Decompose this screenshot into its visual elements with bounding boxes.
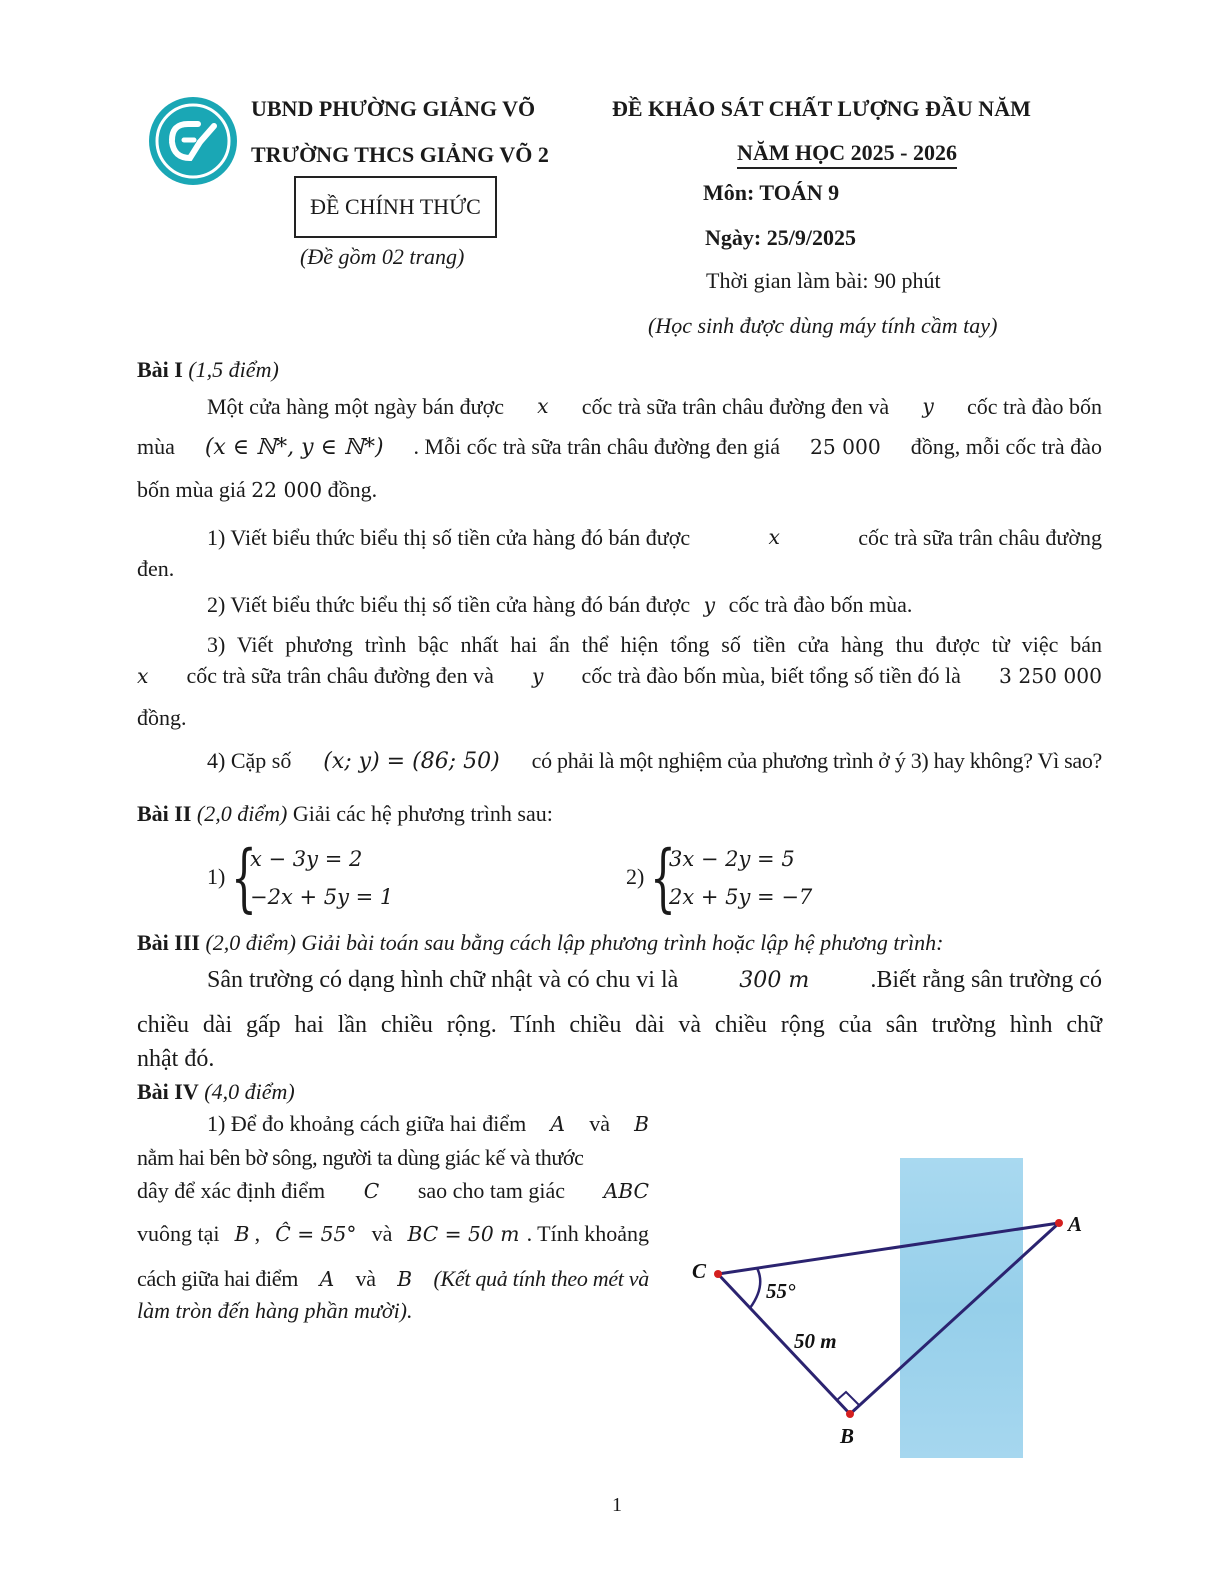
point-A: A [550, 1112, 566, 1136]
bai1-q4-b: có phải là một nghiệm của phương trình ở ý 3) hay không? Vì sao? [531, 748, 1102, 773]
subject: Môn: TOÁN 9 [703, 180, 840, 205]
river [900, 1158, 1023, 1458]
bai1-intro-1a: Một cửa hàng một ngày bán được [207, 394, 504, 419]
bai1-q1-a: 1) Viết biểu thức biểu thị số tiền cửa hàng đó bán được [207, 525, 691, 550]
system-2-brace: { [650, 835, 676, 921]
label-C: C [692, 1259, 707, 1283]
official-label-box [294, 176, 497, 238]
system-2-eq2: 2x + 5y = −7 [669, 885, 813, 909]
school-name: TRƯỜNG THCS GIẢNG VÕ 2 [251, 142, 549, 167]
bai3-line3: nhật đó. [137, 1046, 215, 1072]
bai4-line4 [137, 1221, 649, 1247]
system-2-eq1: 3x − 2y = 5 [669, 847, 795, 871]
bai4-l1b: và [589, 1111, 610, 1136]
domain-condition: (x ∈ ℕ*, y ∈ ℕ*) [204, 435, 384, 460]
q4-pair: (x; y) = (86; 50) [323, 749, 500, 774]
bai4-title: Bài IV [137, 1079, 199, 1104]
bai1-points: (1,5 điểm) [188, 357, 279, 382]
bai1-intro-3a: bốn mùa giá [137, 477, 246, 502]
triangle-ABC: ABC [603, 1179, 649, 1203]
page-number: 1 [612, 1494, 622, 1516]
bai1-intro-2c: đồng, mỗi cốc trà đào [910, 434, 1102, 459]
bai1-q2 [207, 592, 912, 618]
bai1-intro-2b: . Mỗi cốc trà sữa trân châu đường đen giá [413, 434, 781, 459]
bai4-points: (4,0 điểm) [204, 1079, 295, 1104]
bai1-intro-1c: cốc trà đào bốn [966, 394, 1102, 419]
bai1-q1-b: cốc trà sữa trân châu đường [858, 525, 1102, 550]
bai4-l4b: và [371, 1221, 393, 1246]
var-x: x [137, 664, 149, 688]
bai1-q3-c: cốc trà đào bốn mùa, biết tổng số tiền đó là [581, 663, 961, 688]
exam-title: ĐỀ KHẢO SÁT CHẤT LƯỢNG ĐẦU NĂM [612, 96, 1031, 121]
bai3-text-1a: Sân trường có dạng hình chữ nhật và có chu vi là [207, 967, 679, 993]
bai1-q4-a: 4) Cặp số [207, 748, 292, 773]
bai1-q3-line1: 3) Viết phương trình bậc nhất hai ẩn thể hiện tổng số tiền cửa hàng thu được từ việc bán [207, 632, 1102, 657]
system-1-brace: { [231, 835, 257, 921]
bai4-l4a: vuông tại [137, 1221, 220, 1246]
bai2-title: Bài II [137, 801, 192, 826]
point-B: B [234, 1222, 250, 1246]
school-logo [148, 96, 238, 186]
bai4-line3 [137, 1178, 649, 1204]
price-1: 25 000 [810, 435, 881, 459]
bai1-intro-1b: cốc trà sữa trân châu đường đen và [581, 394, 890, 419]
bai3-text-1b: .Biết rằng sân trường có [870, 967, 1102, 993]
system-2-equations [669, 840, 812, 916]
point-C: C [363, 1179, 380, 1203]
bai1-q4 [207, 748, 1102, 774]
bai4-line2: nằm hai bên bờ sông, người ta dùng giác kế và thước [137, 1145, 584, 1170]
bai1-intro-line3 [137, 477, 377, 503]
bai4-l5a: cách giữa hai điểm [137, 1266, 299, 1291]
ward-name: UBND PHƯỜNG GIẢNG VÕ [251, 96, 536, 121]
system-1-eq2: −2x + 5y = 1 [250, 885, 394, 909]
bai4-l3a: dây để xác định điểm [137, 1178, 326, 1203]
bai1-intro-3b: đồng. [327, 477, 378, 502]
bai4-line5 [137, 1266, 649, 1292]
angle-C: Ĉ = 55° [275, 1222, 357, 1246]
total-amount: 3 250 000 [999, 664, 1102, 688]
bai1-title: Bài I [137, 357, 183, 382]
bai1-heading [137, 357, 279, 383]
bai1-q1-line1 [207, 525, 1102, 551]
system-1-label: 1) [207, 864, 226, 889]
bai1-q2-b: cốc trà đào bốn mùa. [728, 592, 913, 617]
bai4-l5c: (Kết quả tính theo mét và [433, 1266, 649, 1291]
var-x: x [768, 525, 780, 549]
length-BC: BC = 50 m [407, 1222, 520, 1246]
point-A-dot [1055, 1219, 1063, 1227]
bai4-line6: làm tròn đến hàng phần mười). [137, 1298, 413, 1323]
bai2-points: (2,0 điểm) [196, 801, 288, 826]
bai2-heading [137, 801, 553, 827]
bai4-heading [137, 1079, 295, 1105]
duration: Thời gian làm bài: 90 phút [706, 268, 941, 293]
point-A: A [319, 1267, 334, 1291]
label-length: 50 m [794, 1329, 837, 1353]
bai3-line1 [207, 967, 1102, 994]
point-B: B [634, 1112, 649, 1136]
bai1-q2-a: 2) Viết biểu thức biểu thị số tiền cửa hàng đó bán được [207, 592, 691, 617]
system-2-label: 2) [626, 864, 645, 889]
point-C-dot [714, 1270, 722, 1278]
var-y: y [922, 394, 934, 418]
bai4-line1 [207, 1111, 649, 1137]
label-A: A [1068, 1212, 1083, 1236]
system-1-eq1: x − 3y = 2 [250, 847, 363, 871]
bai3-points: (2,0 điểm) Giải bài toán sau bằng cách lập phương trình hoặc lập hệ phương trình: [205, 930, 944, 955]
bai1-q3-line3: đồng. [137, 705, 187, 730]
river-triangle-figure [680, 1150, 1100, 1470]
label-B: B [840, 1424, 855, 1448]
bai1-q3-line2 [137, 663, 1102, 689]
bai4-l4c: . Tính khoảng [526, 1221, 649, 1246]
bai1-q3-b: cốc trà sữa trân châu đường đen và [186, 663, 494, 688]
pages-note: (Đề gồm 02 trang) [300, 244, 465, 269]
school-year: NĂM HỌC 2025 - 2026 [737, 140, 957, 169]
bai4-comma: , [254, 1221, 261, 1246]
perimeter: 300 m [739, 968, 810, 993]
bai4-l5b: và [355, 1266, 376, 1291]
calculator-note: (Học sinh được dùng máy tính cầm tay) [648, 313, 998, 338]
bai1-intro-2a: mùa [137, 434, 175, 459]
bai3-heading [137, 930, 943, 956]
point-B: B [397, 1267, 412, 1291]
bai4-l3b: sao cho tam giác [417, 1178, 566, 1203]
bai1-intro-line2 [137, 434, 1102, 460]
bai4-l1a: 1) Để đo khoảng cách giữa hai điểm [207, 1111, 527, 1136]
var-y: y [703, 593, 716, 617]
price-2: 22 000 [251, 478, 323, 502]
point-B-dot [846, 1410, 854, 1418]
var-y: y [531, 664, 544, 688]
system-1-equations [250, 840, 393, 916]
bai1-q1-line2: đen. [137, 556, 175, 581]
official-label: ĐỀ CHÍNH THỨC [310, 194, 481, 219]
bai2-instruction: Giải các hệ phương trình sau: [292, 801, 553, 826]
exam-date: Ngày: 25/9/2025 [705, 225, 856, 250]
bai3-title: Bài III [137, 930, 200, 955]
angle-arc-C [750, 1268, 760, 1308]
bai1-intro-line1 [207, 394, 1102, 420]
bai3-line2: chiều dài gấp hai lần chiều rộng. Tính chiều dài và chiều rộng của sân trường hình chữ [137, 1012, 1102, 1038]
label-angle: 55° [766, 1279, 796, 1303]
var-x: x [537, 394, 549, 418]
